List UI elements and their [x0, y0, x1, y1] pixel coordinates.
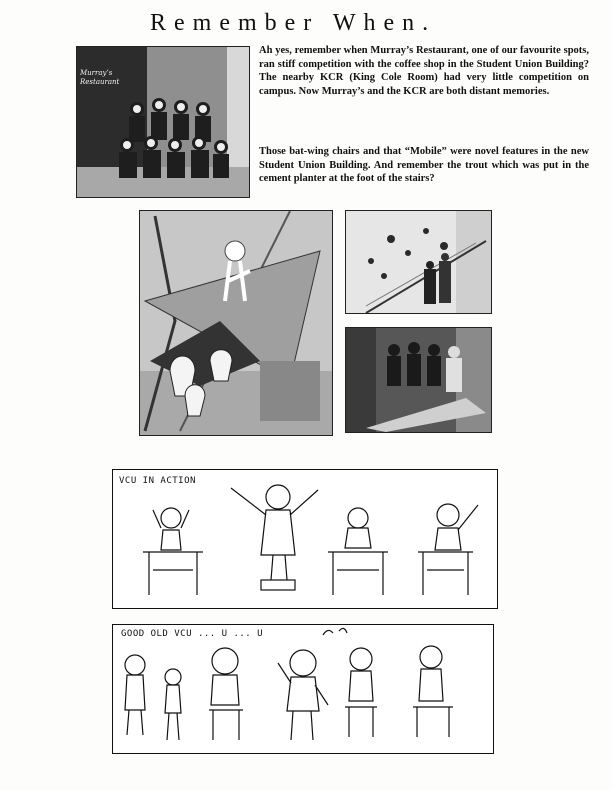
cartoon-good-old-vcu [112, 624, 494, 754]
paragraph-murrays: Ah yes, remember when Murray’s Restaurant, one of our favourite spots, ran stiff competition with the coffee shop in the Student Union Building? The nearby KCR (King Cole Room) had very little competition on campus. Now Murray’s and the KCR are both distant memories. [259, 45, 589, 97]
paragraph-student-union: Those bat-wing chairs and that “Mobile” were novel features in the new Student Union Building. And remember the trout which was put in the cement planter at the foot of the stairs? [259, 146, 589, 185]
mobile-stairs-photo [345, 210, 492, 314]
murrays-restaurant-photo [76, 46, 250, 198]
murrays-sign: Murray’s Restaurant [80, 69, 120, 86]
cartoon-title: VCU IN ACTION [119, 476, 196, 486]
page-title: Remember When. [150, 10, 437, 36]
students-planter-photo [345, 327, 492, 433]
cartoon-title: GOOD OLD VCU ... U ... U [121, 629, 264, 639]
batwing-chairs-mobile-photo [139, 210, 333, 436]
cartoon-vcu-in-action [112, 469, 498, 609]
